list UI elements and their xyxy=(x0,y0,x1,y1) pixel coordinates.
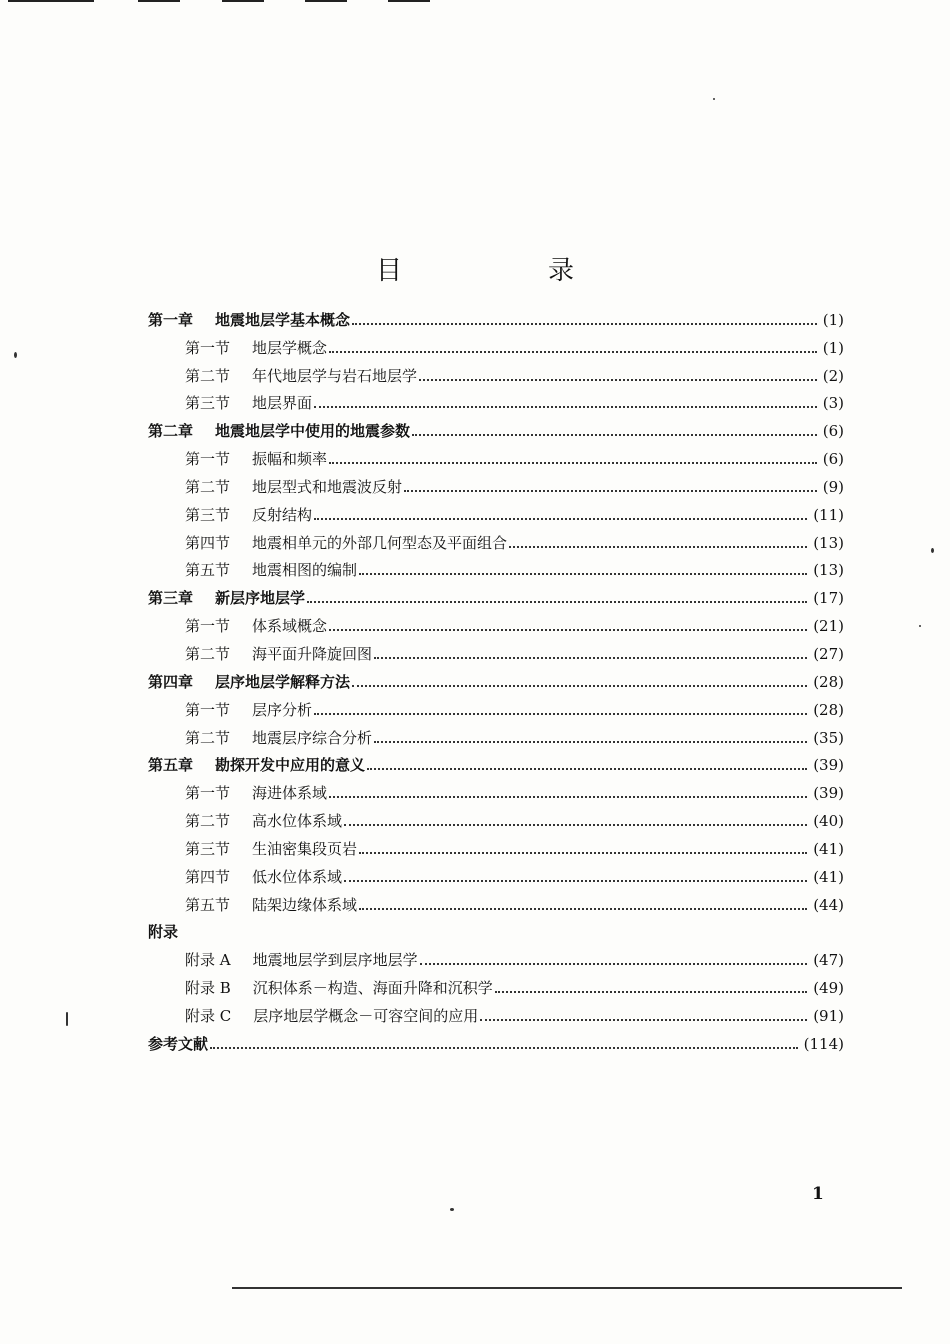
dot-leader xyxy=(359,852,807,854)
scan-speck xyxy=(66,1012,68,1026)
toc-section-row[interactable] xyxy=(148,608,844,636)
toc-entry-title: 勘探开发中应用的意义 xyxy=(215,756,366,775)
dot-leader xyxy=(495,991,807,993)
toc-entry-page: (13) xyxy=(813,533,844,552)
toc-entry-label: 第三节 xyxy=(185,394,231,413)
dot-leader xyxy=(404,490,817,492)
dot-leader xyxy=(509,546,807,548)
toc-entry-page: (47) xyxy=(813,951,844,970)
toc-entry-page: (9) xyxy=(822,477,844,496)
toc-entry-page: (49) xyxy=(813,979,844,998)
dot-leader xyxy=(419,379,817,381)
toc-entry-title: 体系域概念 xyxy=(252,617,328,636)
toc-entry-label: 第一节 xyxy=(185,784,231,803)
toc-appendix-row[interactable] xyxy=(148,998,844,1026)
scan-bottom-line xyxy=(232,1287,902,1289)
toc-entry-label: 第五节 xyxy=(185,895,231,914)
toc-section-row[interactable] xyxy=(148,775,844,803)
dot-leader xyxy=(352,685,807,687)
toc-entry-label: 第三节 xyxy=(185,505,231,524)
dot-leader xyxy=(329,796,807,798)
toc-entry-page: (2) xyxy=(822,366,844,385)
toc-entry-title: 地震地层学中使用的地震参数 xyxy=(215,422,411,441)
toc-entry-label: 第二章 xyxy=(148,422,194,441)
toc-entry-title: 层序地层学概念－可容空间的应用 xyxy=(253,1006,479,1025)
toc-chapter-row[interactable] xyxy=(148,748,844,776)
toc-appendix-row[interactable] xyxy=(148,970,844,998)
dot-leader xyxy=(374,657,807,659)
page-number: 1 xyxy=(812,1184,824,1204)
scan-speck xyxy=(919,625,921,627)
toc-chapter-row[interactable] xyxy=(148,580,844,608)
toc-section-row[interactable] xyxy=(148,692,844,720)
toc-entry-page: (27) xyxy=(813,644,844,663)
toc-entry-label: 第五节 xyxy=(185,561,231,580)
toc-entry-page: (1) xyxy=(822,310,844,329)
toc-entry-label: 第一章 xyxy=(148,310,194,329)
toc-chapter-row[interactable] xyxy=(148,664,844,692)
toc-entry-label: 附录 B xyxy=(185,979,231,998)
toc-entry-page: (39) xyxy=(813,756,844,775)
page-title: 目 录 xyxy=(375,256,634,286)
toc-entry-title: 海进体系域 xyxy=(252,784,328,803)
scan-edge-line xyxy=(305,0,347,2)
toc-references-row[interactable] xyxy=(148,1026,844,1054)
dot-leader xyxy=(329,351,817,353)
toc-entry-page: (11) xyxy=(813,505,844,524)
dot-leader xyxy=(307,601,807,603)
toc-section-row[interactable] xyxy=(148,497,844,525)
dot-leader xyxy=(210,1047,798,1049)
toc-entry-page: (41) xyxy=(813,839,844,858)
toc-entry-title: 地层型式和地震波反射 xyxy=(252,477,403,496)
toc-section-row[interactable] xyxy=(148,859,844,887)
scan-edge-line xyxy=(8,0,94,2)
toc-appendix-row[interactable] xyxy=(148,942,844,970)
toc-section-row[interactable] xyxy=(148,386,844,414)
toc-entry-page: (35) xyxy=(813,728,844,747)
toc-entry-page: (28) xyxy=(813,700,844,719)
toc-entry-title: 地震地层学到层序地层学 xyxy=(252,951,418,970)
toc-entry-page: (40) xyxy=(813,812,844,831)
toc-entry-label: 第一节 xyxy=(185,450,231,469)
scan-edge-line xyxy=(222,0,264,2)
dot-leader xyxy=(329,462,817,464)
toc-section-row[interactable] xyxy=(148,553,844,581)
scan-speck xyxy=(14,352,17,358)
toc-section-row[interactable] xyxy=(148,525,844,553)
dot-leader xyxy=(359,908,807,910)
toc-entry-title: 海平面升降旋回图 xyxy=(252,644,373,663)
scan-speck xyxy=(713,98,715,100)
toc-entry-label: 附录 A xyxy=(185,951,231,970)
toc-entry-title: 参考文献 xyxy=(148,1034,209,1053)
toc-entry-title: 生油密集段页岩 xyxy=(252,839,358,858)
toc-entry-title: 高水位体系域 xyxy=(252,812,343,831)
dot-leader xyxy=(314,406,817,408)
toc-entry-page: (13) xyxy=(813,561,844,580)
toc-heading-row[interactable] xyxy=(148,915,844,943)
toc-entry-title: 地震相图的编制 xyxy=(252,561,358,580)
toc-section-row[interactable] xyxy=(148,803,844,831)
toc-section-row[interactable] xyxy=(148,330,844,358)
toc-entry-label: 第二节 xyxy=(185,644,231,663)
scan-speck xyxy=(450,1208,454,1211)
toc-chapter-row[interactable] xyxy=(148,413,844,441)
toc-entry-page: (21) xyxy=(813,617,844,636)
toc-section-row[interactable] xyxy=(148,358,844,386)
toc-entry-label: 第一节 xyxy=(185,338,231,357)
toc-entry-page: (1) xyxy=(822,338,844,357)
toc-entry-label: 第四章 xyxy=(148,672,194,691)
toc-chapter-row[interactable] xyxy=(148,302,844,330)
toc-entry-label: 第二节 xyxy=(185,812,231,831)
toc-entry-title: 年代地层学与岩石地层学 xyxy=(252,366,418,385)
toc-entry-page: (114) xyxy=(803,1034,844,1053)
toc-entry-page: (44) xyxy=(813,895,844,914)
dot-leader xyxy=(374,741,807,743)
scan-edge-line xyxy=(388,0,430,2)
dot-leader xyxy=(314,713,807,715)
toc-entry-title: 低水位体系域 xyxy=(252,867,343,886)
toc-section-row[interactable] xyxy=(148,887,844,915)
toc-entry-title: 反射结构 xyxy=(252,505,313,524)
toc-entry-title: 层序地层学解释方法 xyxy=(215,672,351,691)
toc-entry-label: 第五章 xyxy=(148,756,194,775)
toc-entry-title: 地震相单元的外部几何型态及平面组合 xyxy=(252,533,508,552)
dot-leader xyxy=(344,880,807,882)
toc-section-row[interactable] xyxy=(148,469,844,497)
toc-section-row[interactable] xyxy=(148,720,844,748)
toc-entry-title: 陆架边缘体系域 xyxy=(252,895,358,914)
toc-section-row[interactable] xyxy=(148,636,844,664)
dot-leader xyxy=(420,963,808,965)
table-of-contents xyxy=(148,302,844,1054)
toc-entry-label: 第二节 xyxy=(185,366,231,385)
toc-entry-label: 第四节 xyxy=(185,867,231,886)
toc-entry-label: 第三章 xyxy=(148,589,194,608)
toc-entry-page: (91) xyxy=(813,1006,844,1025)
dot-leader xyxy=(367,768,807,770)
toc-entry-label: 第二节 xyxy=(185,477,231,496)
toc-entry-title: 地震层序综合分析 xyxy=(252,728,373,747)
toc-entry-label: 第三节 xyxy=(185,839,231,858)
toc-section-row[interactable] xyxy=(148,441,844,469)
toc-entry-title: 新层序地层学 xyxy=(215,589,306,608)
toc-entry-title: 地层界面 xyxy=(252,394,313,413)
dot-leader xyxy=(359,573,807,575)
toc-entry-label: 附录 C xyxy=(185,1006,232,1025)
dot-leader xyxy=(412,434,817,436)
dot-leader xyxy=(480,1019,807,1021)
toc-entry-page: (39) xyxy=(813,784,844,803)
toc-entry-label: 第二节 xyxy=(185,728,231,747)
toc-entry-label: 附录 xyxy=(148,923,179,942)
toc-entry-title: 沉积体系－构造、海面升降和沉积学 xyxy=(252,979,493,998)
toc-entry-label: 第一节 xyxy=(185,617,231,636)
scan-edge-line xyxy=(138,0,180,2)
toc-entry-title: 层序分析 xyxy=(252,700,313,719)
toc-entry-title: 地震地层学基本概念 xyxy=(215,310,351,329)
dot-leader xyxy=(352,323,817,325)
dot-leader xyxy=(329,629,807,631)
toc-entry-label: 第四节 xyxy=(185,533,231,552)
toc-section-row[interactable] xyxy=(148,831,844,859)
dot-leader xyxy=(314,518,807,520)
toc-entry-title: 振幅和频率 xyxy=(252,450,328,469)
scan-speck xyxy=(931,548,934,553)
toc-entry-page: (6) xyxy=(822,422,844,441)
toc-entry-page: (3) xyxy=(822,394,844,413)
toc-entry-page: (6) xyxy=(822,450,844,469)
toc-entry-title: 地层学概念 xyxy=(252,338,328,357)
dot-leader xyxy=(344,824,807,826)
toc-entry-page: (41) xyxy=(813,867,844,886)
toc-entry-page: (28) xyxy=(813,672,844,691)
toc-entry-label: 第一节 xyxy=(185,700,231,719)
toc-entry-page: (17) xyxy=(813,589,844,608)
